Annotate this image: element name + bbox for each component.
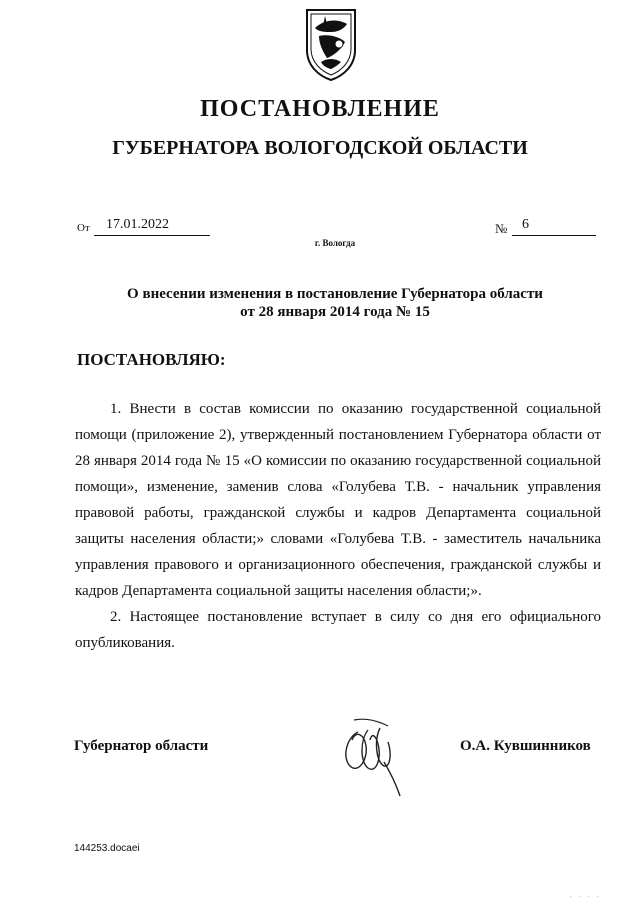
handwritten-signature bbox=[338, 710, 414, 800]
document-city: г. Вологда bbox=[314, 238, 356, 248]
paragraph-2: 2. Настоящее постановление вступает в силу со дня его официального опубликования. bbox=[75, 609, 601, 651]
document-date: 17.01.2022 bbox=[94, 217, 210, 236]
document-title: ПОСТАНОВЛЕНИЕ bbox=[200, 96, 440, 122]
date-prefix: От bbox=[77, 222, 90, 234]
footer-file-id: 144253.docaei bbox=[74, 843, 140, 854]
subject-line-2: от 28 января 2014 года № 15 bbox=[240, 304, 430, 320]
document-subtitle: ГУБЕРНАТОРА ВОЛОГОДСКОЙ ОБЛАСТИ bbox=[112, 137, 528, 159]
document-body bbox=[75, 396, 601, 656]
subject-line-1: О внесении изменения в постановление Губернатора области bbox=[127, 286, 543, 302]
signer-title: Губернатор области bbox=[74, 738, 209, 754]
footer-marks: . . . . bbox=[570, 893, 602, 899]
decree-heading: ПОСТАНОВЛЯЮ: bbox=[77, 350, 226, 369]
document-subject bbox=[0, 285, 640, 321]
number-prefix: № bbox=[495, 221, 508, 236]
paragraph-1: 1. Внести в состав комиссии по оказанию государственной социальной помощи (приложение 2), утвержденный постановлением Губернатора области от 28 января 2014 года № 15 «О комиссии по оказанию государственной социальной помощи», изменение, заменив слова «Голубева Т.В. - начальник управления правовой работы, гражданской службы и кадров Департамента социальной защиты населения области;» словами «Голубева Т.В. - заместитель начальника управления правового и организационного обеспечения, гражданской службы и кадров Департамента социальной защиты населения области;». bbox=[75, 401, 601, 599]
signer-name: О.А. Кувшинников bbox=[460, 738, 591, 754]
document-number: 6 bbox=[512, 217, 596, 236]
coat-of-arms-emblem bbox=[301, 6, 361, 82]
